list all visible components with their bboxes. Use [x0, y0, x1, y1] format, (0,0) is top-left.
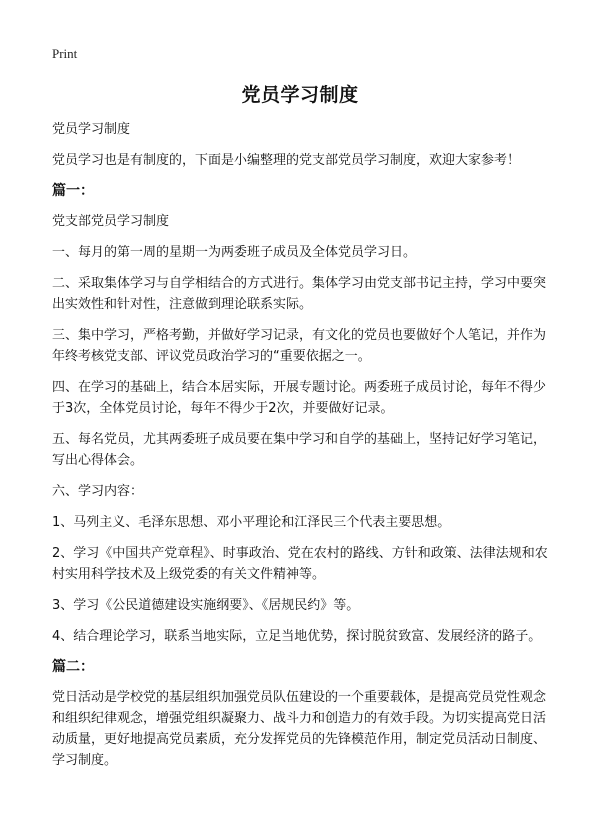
rule-item-5: 五、每名党员，尤其两委班子成员要在集中学习和自学的基础上，坚持记好学习笔记，写出心得体会。	[52, 432, 547, 468]
document-body	[52, 119, 552, 781]
section-heading-1: 篇一：	[52, 183, 94, 199]
rule-item-2: 二、采取集体学习与自学相结合的方式进行。集体学习由党支部书记主持，学习中要突出实效性和针对性，注意做到理论联系实际。	[52, 276, 547, 312]
rule-item-4: 四、在学习的基础上，结合本居实际，开展专题讨论。两委班子成员讨论，每年不得少于3次，全体党员讨论，每年不得少于2次，并要做好记录。	[52, 380, 547, 416]
rule-item-3: 三、集中学习，严格考勤，并做好学习记录，有文化的党员也要做好个人笔记，并作为年终考核党支部、评议党员政治学习的“重要依据之一。	[52, 328, 547, 364]
section-heading-2: 篇二：	[52, 659, 94, 675]
rule-item-6: 六、学习内容：	[52, 484, 144, 499]
page-title: 党员学习制度	[241, 84, 359, 106]
subtitle: 党员学习制度	[52, 122, 131, 137]
section-2-paragraph: 党日活动是学校党的基层组织加强党员队伍建设的一个重要载体，是提高党员党性观念和组织纪律观念，增强党组织凝聚力、战斗力和创造力的有效手段。为切实提高党日活动质量，更好地提高党员素质，充分发挥党员的先锋模范作用，制定党员活动日制度、学习制度。	[52, 690, 547, 768]
content-item-4: 4、结合理论学习，联系当地实际，立足当地优势，探讨脱贫致富、发展经济的路子。	[52, 629, 542, 644]
section-subtitle: 党支部党员学习制度	[52, 214, 170, 229]
print-link[interactable]: Print	[52, 46, 78, 61]
rule-item-1: 一、每月的第一周的星期一为两委班子成员及全体党员学习日。	[52, 245, 417, 260]
intro-paragraph: 党员学习也是有制度的，下面是小编整理的党支部党员学习制度，欢迎大家参考！	[52, 153, 521, 168]
content-item-2: 2、学习《中国共产党章程》、时事政治、党在农村的路线、方针和政策、法律法规和农村实用科学技术及上级党委的有关文件精神等。	[52, 546, 548, 582]
content-item-1: 1、马列主义、毛泽东思想、邓小平理论和江泽民三个代表主要思想。	[52, 515, 451, 530]
content-item-3: 3、学习《公民道德建设实施纲要》、《居规民约》等。	[52, 598, 360, 613]
